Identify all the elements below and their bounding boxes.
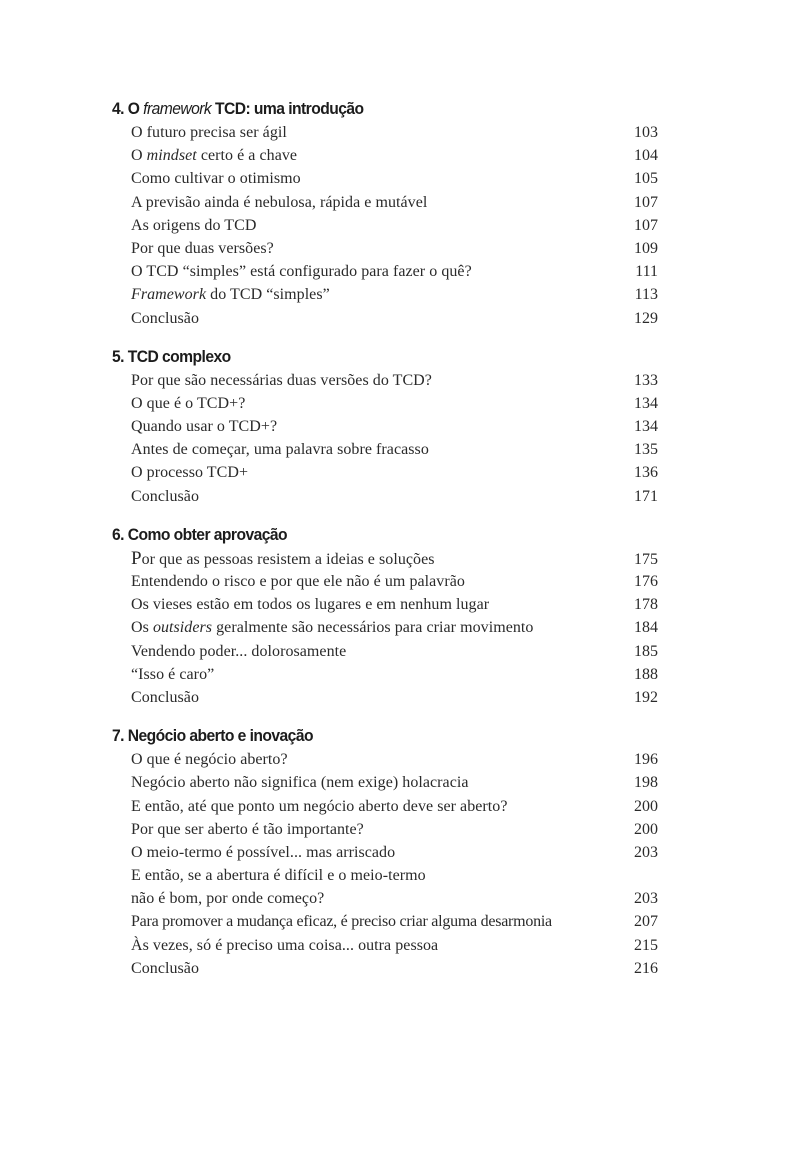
toc-entry[interactable] [112,144,658,167]
chapter-title-text: TCD complexo [127,346,231,366]
page-number: 135 [634,441,658,459]
toc-entry[interactable] [112,771,658,794]
page-number: 134 [634,394,658,412]
page-number: 184 [634,619,658,637]
toc-entry[interactable] [112,957,658,980]
chapter-title [112,98,614,120]
toc-entry-text: As origens do TCD [131,216,257,234]
page-number: 203 [634,843,658,861]
page-number: 136 [634,464,658,482]
toc-entry[interactable] [112,686,658,709]
toc-entry-label [131,144,297,167]
page-number: 129 [634,309,658,327]
toc-entry-text: Para promover a mudança eficaz, é preciso criar alguma desarmonia [131,913,552,931]
page-number: 107 [634,216,658,234]
toc-entry-text: Os vieses estão em todos os lugares e em nenhum lugar [131,596,490,614]
toc-entry-label [131,237,274,260]
toc-entry-text: certo é a chave [196,147,298,165]
page-number: 113 [634,286,658,304]
toc-entry[interactable] [112,547,658,570]
toc-entry-text: A previsão ainda é nebulosa, rápida e mutável [131,193,428,211]
toc-entry[interactable] [112,307,658,330]
toc-entry[interactable] [112,167,658,190]
toc-entry[interactable] [112,663,658,686]
toc-entry[interactable] [112,214,658,237]
toc-entry-text: O que é o TCD+? [131,394,246,412]
toc-entry-label [131,485,199,508]
toc-entry-label [131,191,427,214]
toc-entry-label [131,214,256,237]
page-number: 105 [634,170,658,188]
toc-entry-text: O meio-termo é possível... mas arriscado [131,843,396,861]
toc-entry[interactable] [112,887,658,910]
toc-entry-label [131,167,301,190]
toc-entry[interactable] [112,640,658,663]
page-number: 103 [634,124,658,141]
page-number: 178 [634,596,658,614]
toc-entry[interactable] [112,910,658,933]
toc-entry-text: do TCD “simples” [206,286,330,304]
toc-entry-label [131,795,507,818]
toc-entry[interactable] [112,570,658,593]
chapter-section [112,725,658,980]
toc-entry-text: E então, se a abertura é difícil e o meio-termo [131,867,426,885]
toc-entry[interactable] [112,392,658,415]
page-number: 104 [634,147,658,165]
table-of-contents [112,98,658,996]
toc-entry[interactable] [112,415,658,438]
toc-entry-text: Conclusão [131,959,199,977]
chapter-number: 4. [112,99,124,118]
toc-entry-text: Por que são necessárias duas versões do TCD? [131,371,432,389]
toc-entry-text: Entendendo o risco e por que ele não é um palavrão [131,573,465,590]
toc-entry-label [131,957,199,980]
entry-list [112,547,658,709]
toc-entry-label [131,686,199,709]
toc-entry-text: O que é negócio aberto? [131,751,288,769]
toc-entry-text: or que as pessoas resistem a ideias e soluções [141,550,435,568]
toc-entry[interactable] [112,616,658,639]
page-number: 192 [634,688,658,706]
toc-entry[interactable] [112,818,658,841]
page-number: 176 [634,573,658,590]
page-number: 216 [634,959,658,977]
chapter-title-text: O [127,99,144,118]
toc-entry-text: outsiders [152,619,213,637]
toc-entry-text: E então, até que ponto um negócio aberto deve ser aberto? [131,797,508,815]
toc-entry-text: Como cultivar o otimismo [131,170,301,188]
page-number: 198 [634,774,658,792]
toc-entry-text: Por que ser aberto é tão importante? [131,820,364,838]
toc-entry-label [131,547,435,571]
toc-entry-text: Vendendo poder... dolorosamente [131,642,347,660]
toc-entry-label [131,369,432,392]
toc-entry-text: Conclusão [131,487,199,505]
toc-entry-text: Conclusão [131,309,199,327]
toc-entry[interactable] [112,237,658,260]
toc-entry[interactable] [112,864,658,887]
page-number: 109 [634,239,658,257]
chapter-number: 7. [112,726,124,746]
toc-entry-text: O processo TCD+ [131,464,249,482]
page-number: 200 [634,797,658,815]
toc-entry-label [131,640,346,663]
chapter-title [112,346,614,368]
toc-entry-label [131,748,288,771]
toc-entry-text: geralmente são necessários para criar movimento [212,619,534,637]
toc-entry-label [131,570,465,593]
toc-entry-text: Os [131,619,153,637]
toc-entry[interactable] [112,438,658,461]
toc-entry[interactable] [112,593,658,616]
page-number: 188 [634,665,658,683]
toc-entry[interactable] [112,121,658,144]
toc-entry-text: mindset [146,147,197,165]
chapter-title-text: Como obter aprovação [127,524,288,544]
toc-entry-label [131,616,533,639]
toc-entry-text: Às vezes, só é preciso uma coisa... outra pessoa [131,936,439,954]
chapter-title-text: TCD: uma introdução [211,99,364,118]
page-number: 185 [634,642,658,660]
page-number: 200 [634,820,658,838]
toc-entry[interactable] [112,283,658,306]
toc-entry-label [131,438,429,461]
toc-entry-text: P [131,547,142,569]
toc-entry-label [131,910,552,933]
toc-entry-label [131,841,395,864]
entry-list [112,369,658,508]
toc-entry-text: Antes de começar, uma palavra sobre fracasso [131,441,429,459]
page-number: 171 [634,487,658,505]
toc-entry-label [131,121,287,144]
page-number: 175 [634,550,658,568]
chapter-number: 6. [112,524,124,544]
toc-entry-label [131,593,489,616]
toc-entry-text: “Isso é caro” [131,665,215,683]
chapter-number: 5. [112,346,124,366]
toc-entry-text: O futuro precisa ser ágil [131,124,287,141]
toc-entry-text: não é bom, por onde começo? [131,890,325,908]
toc-entry[interactable] [112,934,658,957]
toc-entry-label [131,260,472,283]
toc-entry-label [131,818,364,841]
toc-entry-text: O TCD “simples” está configurado para fazer o quê? [131,263,472,281]
toc-entry-label [131,771,469,794]
toc-entry-text: Framework [131,286,207,304]
toc-entry[interactable] [112,260,658,283]
toc-entry[interactable] [112,841,658,864]
page-number: 134 [634,418,658,436]
toc-entry[interactable] [112,485,658,508]
page-number: 196 [634,751,658,769]
page-number: 107 [634,193,658,211]
chapter-section [112,98,658,330]
toc-entry-label [131,392,245,415]
chapter-title-text: framework [143,99,212,118]
toc-entry-text: Conclusão [131,688,199,706]
toc-entry-label [131,307,199,330]
toc-entry[interactable] [112,461,658,484]
toc-entry-label [131,864,426,887]
toc-entry[interactable] [112,191,658,214]
entry-list [112,121,658,330]
toc-entry-text: Por que duas versões? [131,239,274,257]
chapter-section [112,346,658,508]
toc-entry-label [131,934,438,957]
entry-list [112,748,658,980]
page-number: 203 [634,890,658,908]
toc-entry[interactable] [112,748,658,771]
chapter-title [112,524,614,546]
toc-entry[interactable] [112,369,658,392]
toc-entry-text: Negócio aberto não significa (nem exige) holacracia [131,774,469,792]
toc-entry-label [131,663,214,686]
toc-entry[interactable] [112,795,658,818]
toc-entry-label [131,887,324,910]
page-number: 133 [634,371,658,389]
toc-entry-text: Quando usar o TCD+? [131,418,278,436]
page-number: 207 [634,913,658,931]
toc-entry-text: O [131,147,147,165]
toc-entry-label [131,415,277,438]
chapter-title [112,725,614,747]
chapter-title-text: Negócio aberto e inovação [127,726,313,746]
toc-entry-label [131,283,330,306]
chapter-section [112,524,658,709]
page-number: 215 [634,936,658,954]
page-number: 111 [635,263,658,281]
toc-entry-label [131,461,248,484]
